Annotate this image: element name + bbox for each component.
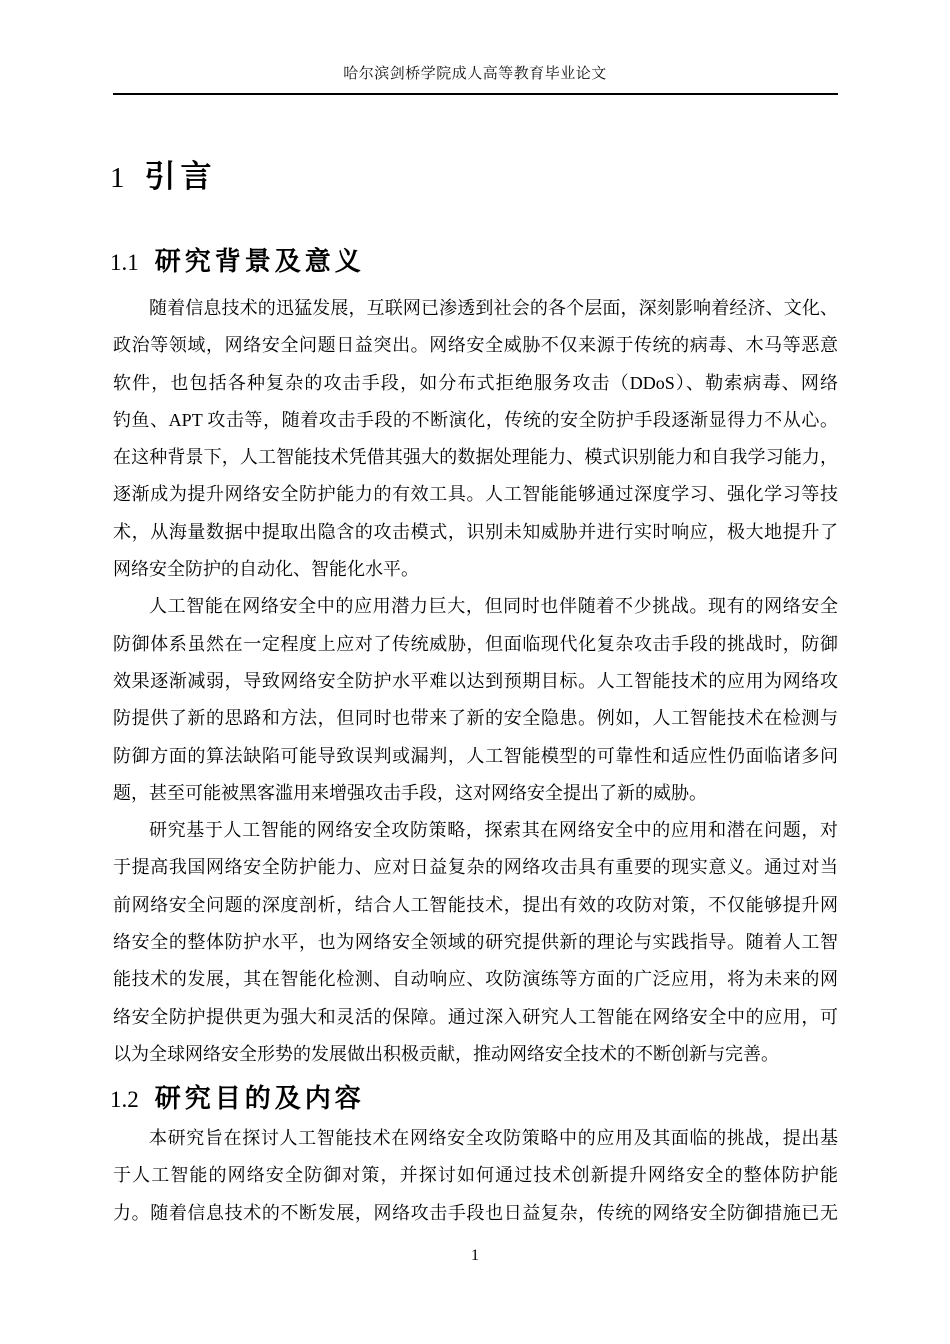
body-line: 于提高我国网络安全防护能力、应对日益复杂的网络攻击具有重要的现实意义。通过对当 <box>113 857 838 878</box>
body-line: 防提供了新的思路和方法，但同时也带来了新的安全隐患。例如，人工智能技术在检测与 <box>113 708 838 729</box>
body-line: 络安全的整体防护水平，也为网络安全领域的研究提供新的理论与实践指导。随着人工智 <box>113 932 838 953</box>
body-line: 软件，也包括各种复杂的攻击手段，如分布式拒绝服务攻击（DDoS）、勒索病毒、网络 <box>113 372 838 393</box>
body-line: 研究基于人工智能的网络安全攻防策略，探索其在网络安全中的应用和潜在问题，对 <box>149 820 838 841</box>
section-1-2-title-text: 研究目的及内容 <box>154 1083 365 1113</box>
body-line: 能技术的发展，其在智能化检测、自动响应、攻防演练等方面的广泛应用，将为未来的网 <box>113 969 838 990</box>
chapter-number: 1 <box>110 162 125 194</box>
body-line: 随着信息技术的迅猛发展，互联网已渗透到社会的各个层面，深刻影响着经济、文化、 <box>149 298 838 318</box>
section-heading-1-1 <box>110 244 365 280</box>
page-number: 1 <box>471 1247 479 1264</box>
body-line: 前网络安全问题的深度剖析，结合人工智能技术，提出有效的攻防对策，不仅能够提升网 <box>113 894 838 915</box>
body-line: 以为全球网络安全形势的发展做出积极贡献，推动网络安全技术的不断创新与完善。 <box>113 1043 779 1064</box>
header-rule <box>113 93 838 95</box>
page-header-text: 哈尔滨剑桥学院成人高等教育毕业论文 <box>343 66 607 82</box>
body-line: 效果逐渐减弱，导致网络安全防护水平难以达到预期目标。人工智能技术的应用为网络攻 <box>113 670 838 691</box>
body-line: 在这种背景下，人工智能技术凭借其强大的数据处理能力、模式识别能力和自我学习能力， <box>113 447 838 468</box>
chapter-title-text: 引言 <box>144 159 217 194</box>
chapter-title <box>110 158 217 196</box>
section-1-1-title-text: 研究背景及意义 <box>154 246 365 276</box>
body-line: 防御方面的算法缺陷可能导致误判或漏判，人工智能模型的可靠性和适应性仍面临诸多问 <box>113 745 838 766</box>
body-line: 逐渐成为提升网络安全防护能力的有效工具。人工智能能够通过深度学习、强化学习等技 <box>113 484 838 505</box>
body-line: 络安全防护提供更为强大和灵活的保障。通过深入研究人工智能在网络安全中的应用，可 <box>113 1006 838 1027</box>
section-1-2-number: 1.2 <box>110 1087 139 1112</box>
section-1-1-number: 1.1 <box>110 250 139 275</box>
body-line: 防御体系虽然在一定程度上应对了传统威胁，但面临现代化复杂攻击手段的挑战时，防御 <box>113 633 838 654</box>
body-line: 政治等领域，网络安全问题日益突出。网络安全威胁不仅来源于传统的病毒、木马等恶意 <box>113 335 838 356</box>
body-line: 网络安全防护的自动化、智能化水平。 <box>113 559 419 580</box>
body-line: 人工智能在网络安全中的应用潜力巨大，但同时也伴随着不少挑战。现有的网络安全 <box>149 596 838 617</box>
section-1-1-body <box>113 290 838 1073</box>
body-line: 本研究旨在探讨人工智能技术在网络安全攻防策略中的应用及其面临的挑战，提出基 <box>149 1128 838 1148</box>
body-line: 钓鱼、APT 攻击等，随着攻击手段的不断演化，传统的安全防护手段逐渐显得力不从心。 <box>113 409 838 430</box>
body-line: 题，甚至可能被黑客滥用来增强攻击手段，这对网络安全提出了新的威胁。 <box>113 782 707 803</box>
body-line: 术，从海量数据中提取出隐含的攻击模式，识别未知威胁并进行实时响应，极大地提升了 <box>113 521 838 542</box>
section-heading-1-2 <box>110 1081 365 1117</box>
body-line: 力。随着信息技术的不断发展，网络攻击手段也日益复杂，传统的网络安全防御措施已无 <box>113 1202 838 1223</box>
section-1-2-body <box>113 1120 838 1232</box>
body-line: 于人工智能的网络安全防御对策，并探讨如何通过技术创新提升网络安全的整体防护能 <box>113 1165 838 1186</box>
